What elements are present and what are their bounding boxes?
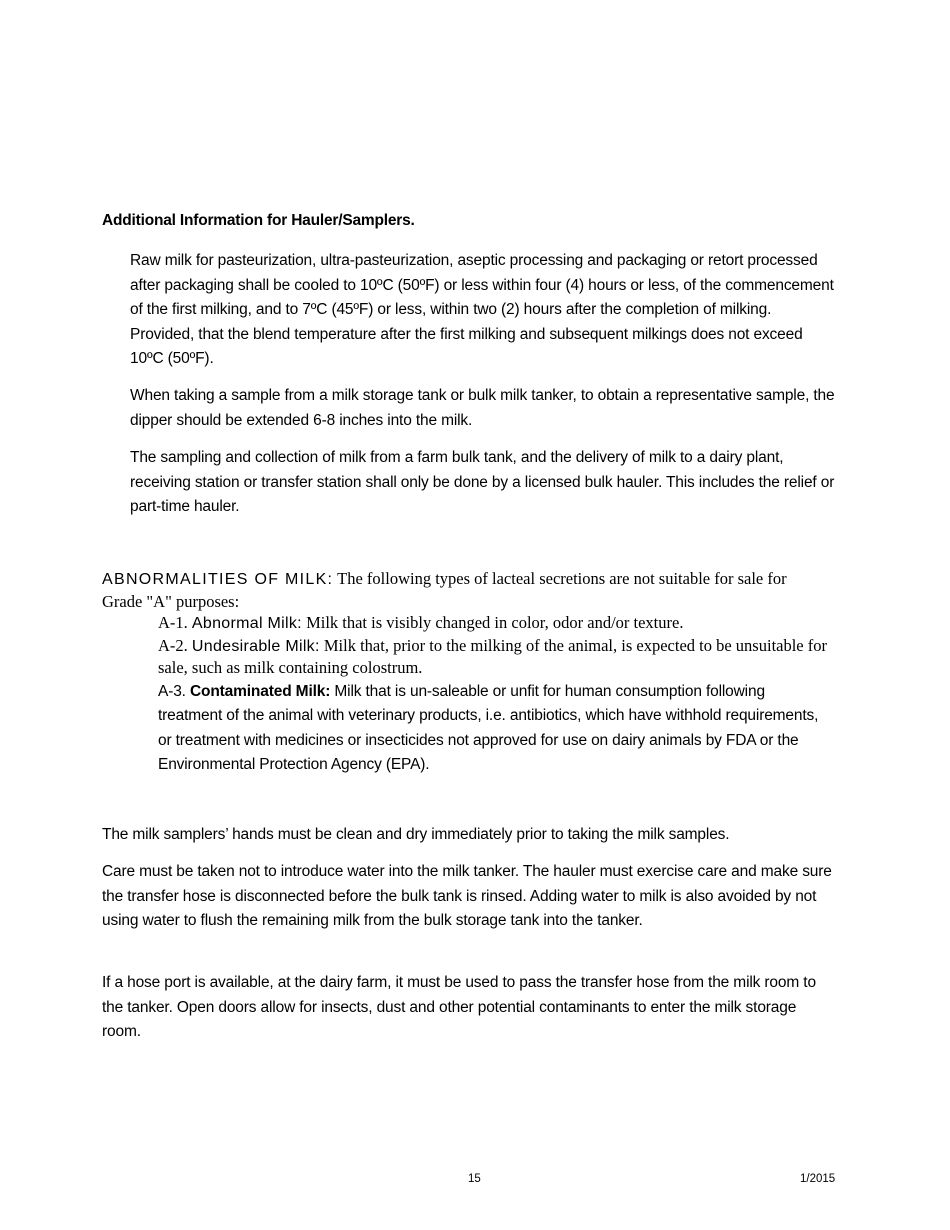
paragraph-hand-hygiene: The milk samplers’ hands must be clean and dry immediately prior to taking the milk samples. — [102, 826, 730, 843]
abnormalities-list — [158, 612, 828, 778]
abnormality-item-a2 — [158, 635, 828, 679]
item-term: Abnormal Milk: — [191, 615, 302, 632]
paragraph-sampling-depth: When taking a sample from a milk storage tank or bulk milk tanker, to obtain a representative sample, the dipper should be extended 6-8 inches into the milk. — [130, 387, 835, 429]
abnormalities-intro — [102, 568, 822, 613]
abnormality-item-a1 — [158, 612, 828, 635]
item-text: Milk that is visibly changed in color, odor and/or texture. — [301, 613, 684, 632]
section-heading: Additional Information for Hauler/Samplers. — [102, 212, 415, 229]
revision-date: 1/2015 — [800, 1173, 836, 1185]
item-prefix: A-1. — [158, 613, 192, 632]
item-prefix: A-2. — [158, 635, 192, 655]
page-number: 15 — [468, 1173, 481, 1185]
item-text: Milk that is un-saleable or unfit for human consumption following treatment of the animal with veterinary products, i.e. antibiotics, which have withhold requirements, or treatment with medicines or insecticides not approved for use on dairy animals by FDA or the Environmental Protection Agency (EPA). — [158, 682, 819, 773]
abnormalities-lead-text: The following types of lacteal secretions are not suitable for sale for Grade "A" purposes: — [102, 569, 787, 611]
item-term: Contaminated Milk: — [189, 682, 331, 700]
paragraph-licensed-hauler: The sampling and collection of milk from a farm bulk tank, and the delivery of milk to a dairy plant, receiving station or transfer station shall only be done by a licensed bulk hauler. This includes the relief or part-time hauler. — [130, 449, 835, 515]
item-prefix: A-3. — [158, 682, 190, 700]
abnormalities-label: ABNORMALITIES OF MILK: — [102, 571, 334, 588]
paragraph-water-contamination: Care must be taken not to introduce water into the milk tanker. The hauler must exercise care and make sure the transfer hose is disconnected before the bulk tank is rinsed. Adding water to milk is also avoided by not using water to flush the remaining milk from the bulk storage tank into the tanker. — [102, 863, 832, 929]
item-term: Undesirable Milk: — [191, 637, 320, 655]
paragraph-cooling-requirements: Raw milk for pasteurization, ultra-pasteurization, aseptic processing and packaging or retort processed after packaging shall be cooled to 10ºC (50ºF) or less within four (4) hours or less, of the commencement of the first milking, and to 7ºC (45ºF) or less, within two (2) hours after the completion of milking. Provided, that the blend temperature after the first milking and subsequent milkings does not exceed 10ºC (50ºF). — [130, 252, 834, 367]
paragraph-hose-port: If a hose port is available, at the dairy farm, it must be used to pass the transfer hose from the milk room to the tanker. Open doors allow for insects, dust and other potential contaminants to enter the milk storage room. — [102, 974, 816, 1040]
item-text: Milk that, prior to the milking of the animal, is expected to be unsuitable for sale, such as milk containing colostrum. — [158, 635, 827, 677]
abnormality-item-a3 — [158, 680, 828, 778]
